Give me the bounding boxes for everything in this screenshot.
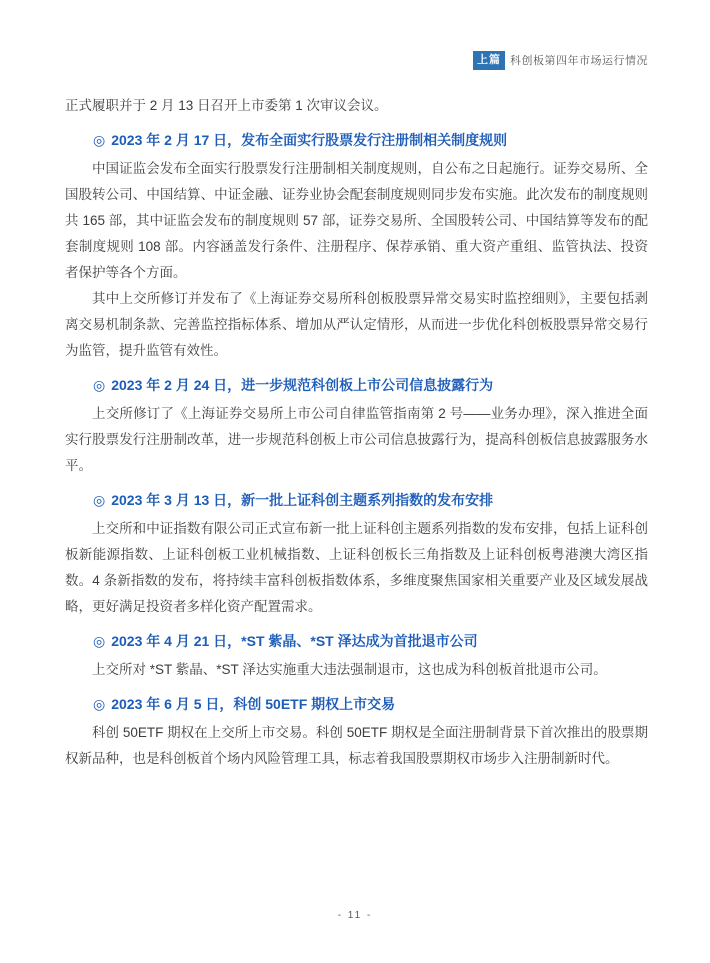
- header-title: 科创板第四年市场运行情况: [510, 54, 648, 67]
- section: [65, 127, 648, 364]
- section: [65, 691, 648, 772]
- paragraph: 上交所对 *ST 紫晶、*ST 泽达实施重大违法强制退市，这也成为科创板首批退市公司。: [92, 662, 607, 677]
- section-heading-text: 2023 年 4 月 21 日，*ST 紫晶、*ST 泽达成为首批退市公司: [111, 633, 478, 649]
- section: [65, 487, 648, 620]
- section-heading-text: 2023 年 2 月 24 日，进一步规范科创板上市公司信息披露行为: [111, 377, 494, 393]
- section-heading: [65, 487, 648, 513]
- bullseye-bullet-icon: ◎: [93, 696, 106, 712]
- page-header: [473, 51, 648, 70]
- paragraph: 其中上交所修订并发布了《上海证券交易所科创板股票异常交易实时监控细则》，主要包括剥离交易机制条款、完善监控指标体系、增加从严认定情形，从而进一步优化科创板股票异常交易行为监管，提升监管有效性。: [65, 291, 648, 358]
- paragraph: 上交所和中证指数有限公司正式宣布新一批上证科创主题系列指数的发布安排，包括上证科创板新能源指数、上证科创板工业机械指数、上证科创板长三角指数及上证科创板粤港澳大湾区指数。4 条新指数的发布，将持续丰富科创板指数体系，多维度聚焦国家相关重要产业及区域发展战略，更好满足投资者多样化资产配置需求。: [65, 521, 648, 614]
- bullseye-bullet-icon: ◎: [93, 377, 106, 393]
- intro-paragraph: 正式履职并于 2 月 13 日召开上市委第 1 次审议会议。: [65, 98, 388, 113]
- paragraph: 上交所修订了《上海证券交易所上市公司自律监管指南第 2 号——业务办理》，深入推进全面实行股票发行注册制改革，进一步规范科创板上市公司信息披露行为，提高科创板信息披露服务水平。: [65, 406, 648, 473]
- section: [65, 628, 648, 683]
- paragraph: 中国证监会发布全面实行股票发行注册制相关制度规则，自公布之日起施行。证券交易所、全国股转公司、中国结算、中证金融、证券业协会配套制度规则同步发布实施。此次发布的制度规则共 165 部，其中证监会发布的制度规则 57 部，证券交易所、全国股转公司、中国结算等发布的配套制度规则 108 部。内容涵盖发行条件、注册程序、保荐承销、重大资产重组、监管执法、投资者保护等各个方面。: [65, 161, 648, 280]
- section-heading-text: 2023 年 6 月 5 日，科创 50ETF 期权上市交易: [111, 696, 396, 712]
- page-number: - 11 -: [337, 910, 373, 921]
- bullseye-bullet-icon: ◎: [93, 633, 106, 649]
- paragraph: 科创 50ETF 期权在上交所上市交易。科创 50ETF 期权是全面注册制背景下首次推出的股票期权新品种，也是科创板首个场内风险管理工具，标志着我国股票期权市场步入注册制新时代。: [65, 725, 648, 766]
- section-heading-text: 2023 年 3 月 13 日，新一批上证科创主题系列指数的发布安排: [111, 492, 494, 508]
- header-badge: 上篇: [473, 51, 505, 70]
- section-heading: [65, 691, 648, 717]
- bullseye-bullet-icon: ◎: [93, 132, 106, 148]
- section-heading: [65, 372, 648, 398]
- bullseye-bullet-icon: ◎: [93, 492, 106, 508]
- section-heading: [65, 127, 648, 153]
- document-body: [65, 93, 648, 772]
- section: [65, 372, 648, 479]
- section-heading-text: 2023 年 2 月 17 日，发布全面实行股票发行注册制相关制度规则: [111, 132, 508, 148]
- section-heading: [65, 628, 648, 654]
